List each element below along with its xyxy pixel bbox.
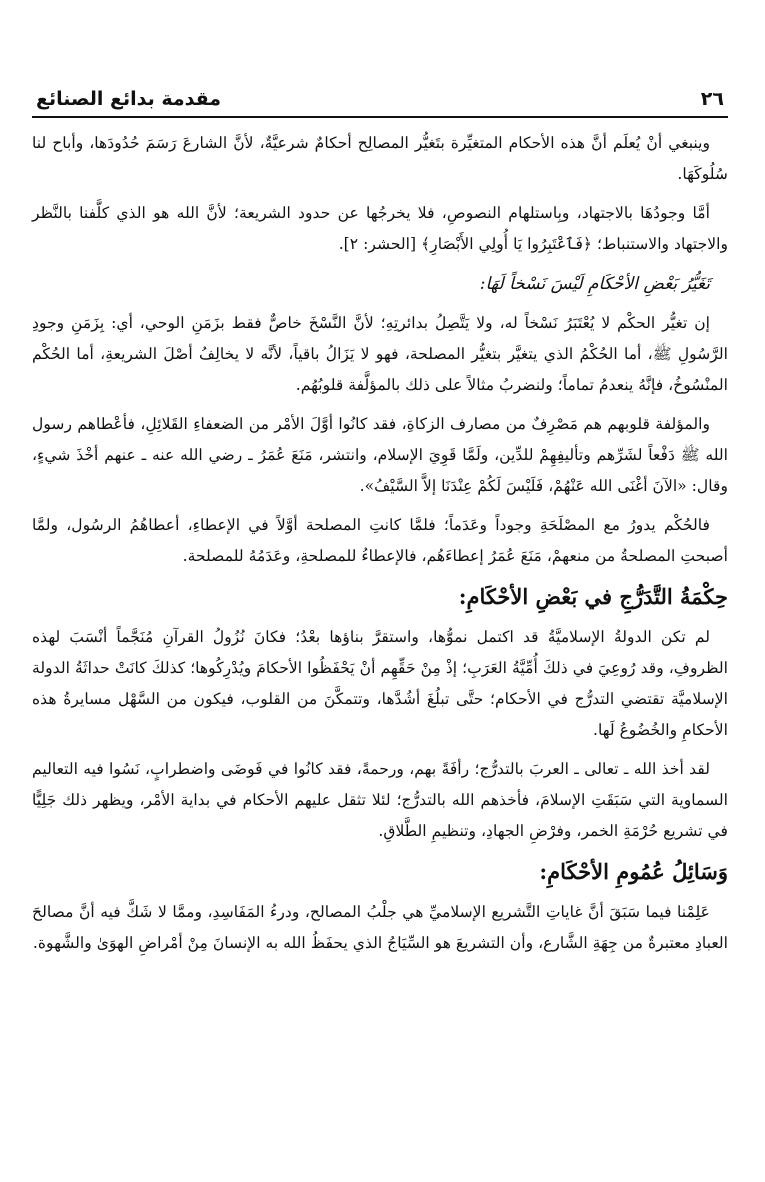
page-number: ٢٦ (700, 88, 724, 110)
running-title: مقدمة بدائع الصنائع (36, 88, 222, 110)
header-rule (32, 116, 728, 118)
paragraph-state-growth: لم تكن الدولةُ الإسلاميَّةُ قد اكتمل نموُّها، واستقرَّ بناؤها بعْدُ؛ فكانَ نُزُولُ القرآنِ مُنَجَّماً أنْسَبَ لهذه الظروفِ، وقد رُوعِيَ في ذلكَ أُمِّيَّةُ العَرَبِ؛ إذْ مِنْ حَقِّهِم أنْ يَحْفَظُوا الأحكامَ ويُدْرِكُوها؛ كذلكَ كانَتْ حداثَةُ الدولة الإسلاميَّة تقتضي التدرُّج في الأحكام؛ حتَّى تبلُغَ أشُدَّها، وتتمكَّنَ من القلوب، فيكون من السَّهْل مسايرةُ هذه الأحكامِ والخُضُوعُ لَها. (32, 628, 728, 739)
paragraph-gradual-legislation: لقد أخذ الله ـ تعالى ـ العربَ بالتدرُّج؛ رأفَةً بهم، ورحمةً، فقد كانُوا في فَوضَى واضطرابٍ، نَسُوا فيه التعاليم السماوية التي سَبَقَتِ الإسلامَ، فأخذهم الله بالتدرُّج؛ لئلا تثقل عليهم الأحكام في بداية الأمْر، ويظهر ذلك جَلِيًّا في تشريع حُرْمَةِ الخمر، وفرْضِ الجهادِ، وتنظيمِ الطَّلاقِ. (32, 760, 728, 840)
heading-wisdom-of-gradualism: حِكْمَةُ التَّدَرُّجِ في بَعْضِ الأحْكَامِ: (458, 584, 728, 609)
paragraph-rulings-are-legal: وينبغي أنْ يُعلَم أنَّ هذه الأحكام المتغيِّرة بتَغيُّر المصالِح أحكامٌ شرعيَّةٌ، لأنَّ الشارعَ رَسَمَ حُدُودَها، وأباح لنا سُلُوكَهَا. (32, 134, 728, 183)
paragraph-ruling-follows-interest: فالحُكْم يدورُ مع المصْلَحَةِ وجوداً وعَدَماً؛ فلمَّا كانتِ المصلحة أوَّلاً في الإعطاءِ، أعطاهُمُ الرسُول، ولمَّا أصبحتِ المصلحةُ من منعهمْ، مَنَعَ عُمَرُ إعطاءَهُم، فالإعطاءُ للمصلحةِ، وعَدَمُهُ للمصلحة. (32, 516, 728, 565)
running-header (32, 86, 728, 116)
heading-means-of-generality: وَسَائِلُ عُمُومِ الأحْكَامِ: (539, 859, 728, 884)
subheading-change-not-abrogation: تَغَيُّرُ بَعْضِ الأحْكَامِ لَيْسَ نَسْخاً لَهَا: (479, 274, 710, 294)
page-body (32, 128, 728, 959)
paragraph-abrogation: إن تغيُّر الحكْم لا يُعْتَبَرُ نَسْخاً له، ولا يَتَّصِلُ بدائرتِهِ؛ لأنَّ النَّسْخَ خاصٌّ فقط بزَمَنِ الوحي، أي: بِزَمَنِ وجودِ الرَّسُولِ ﷺ، أما الحُكْمُ الذي يتغيَّر بتغيُّر المصلحة، فهو لا يَزَالُ باقياً، لأنَّه لا يخالِفُ أصْلَ الشريعةِ، أما الحُكْم المنْسُوخُ، فإنَّهُ ينعدمُ تماماً؛ ولنضربُ مثالاً على ذلك بالمؤلَّفة قلوبُهُم. (32, 314, 728, 394)
paragraph-ijtihad: أمَّا وجودُهَا بالاجتهاد، وبِاستلهام النصوصِ، فلا يخرجُها عن حدود الشريعة؛ لأنَّ الله هو الذي كلَّفنا بالنَّظر والاجتهاد والاستنباط؛ ﴿فَٱعْتَبِرُوا يَا أُولِي الأَبْصَارِ﴾ [الحشر: ٢]. (32, 204, 728, 253)
book-page (32, 86, 728, 967)
paragraph-aims-of-sharia: عَلِمْنا فيما سَبَقَ أنَّ غاياتِ التَّشريع الإسلاميِّ هي جلْبُ المصالح، ودرءُ المَفَاسِدِ، وممَّا لا شَكَّ فيه أنَّ مصالحَ العبادِ معتبرةٌ من جِهَةِ الشَّارع، وأن التشريعَ هو السِّيَاجُ الذي يحفَظُ الله به الإنسانَ مِنْ أمْراضِ الهوَىٰ والشَّهوة. (32, 903, 728, 952)
paragraph-muallafa: والمؤلفة قلوبهم هم مَصْرِفٌ من مصارف الزكاةِ، فقد كانُوا أوَّلَ الأمْر من الضعفاءِ القَلائِلِ، فأعْطاهم رسول الله ﷺ دَفْعاً لشَرِّهم وتأليفِهِمْ للدِّين، ولَمَّا قَوِيَ الإسلام، وانتشر، مَنَعَ عُمَرُ ـ رضي الله عنه ـ عنهم أخْذَ شيءٍ، وقال: «الآنَ أغْنَى الله عَنْهُمْ، فَلَيْسَ لَكُمْ عِنْدَنَا إلاَّ السَّيْفُ». (32, 415, 728, 495)
